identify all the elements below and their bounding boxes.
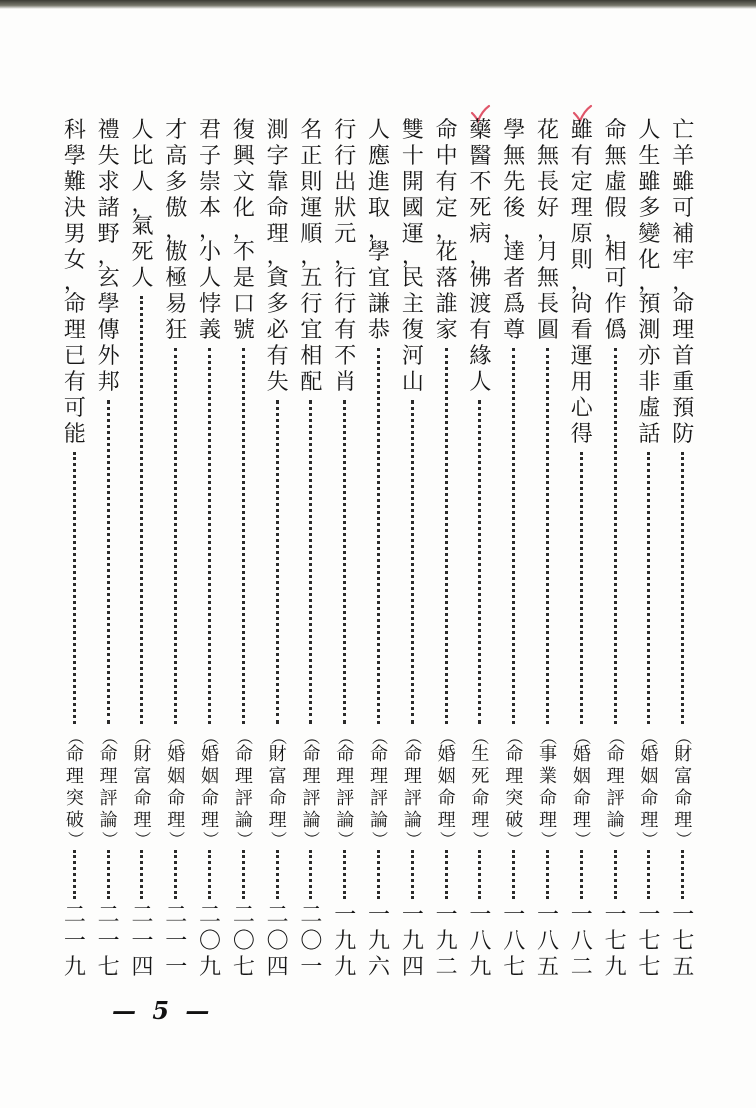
toc-entry[interactable]: [92, 118, 126, 988]
toc-entry-title: 命 中 有 定 ， 花 落 誰 家: [435, 118, 458, 343]
toc-entry[interactable]: [294, 118, 328, 988]
leader-dots: [140, 850, 143, 899]
toc-entry-page: 二 〇 四: [266, 903, 289, 980]
leader-dots: [208, 850, 211, 899]
toc-entry[interactable]: [599, 118, 633, 988]
toc-entry-page: 一 七 九: [604, 903, 627, 980]
leader-dots: [343, 400, 346, 724]
leader-dots: [377, 850, 380, 899]
toc-entry[interactable]: [565, 118, 599, 988]
leader-dots: [681, 850, 684, 899]
toc-entry[interactable]: [227, 118, 261, 988]
leader-dots: [73, 452, 76, 724]
toc-entry-category: （ 財 富 命 理 ）: [674, 728, 694, 847]
leader-dots: [208, 348, 211, 724]
toc-entry-page: 二 〇 七: [232, 903, 255, 980]
toc-entry-category: （ 命 理 評 論 ）: [606, 728, 626, 847]
toc-entry-category: （ 命 理 評 論 ）: [336, 728, 356, 847]
toc-entry-category: （ 命 理 評 論 ）: [403, 728, 423, 847]
toc-entry-category: （ 命 理 評 論 ）: [99, 728, 119, 847]
leader-dots: [647, 850, 650, 899]
toc-entry[interactable]: [159, 118, 193, 988]
leader-dots: [377, 348, 380, 724]
toc-entry-page: 一 八 九: [469, 903, 492, 980]
toc-entry-title: 雖 有 定 理 原 則 ， 尙 看 運 用 心 得: [570, 118, 593, 447]
toc-entry-category: （ 婚 姻 命 理 ）: [201, 728, 221, 847]
table-of-contents: [58, 118, 700, 988]
toc-entry-page: 二 一 九: [63, 903, 86, 980]
toc-entry-category: （ 命 理 突 破 ）: [505, 728, 525, 847]
toc-entry-title: 行 行 出 狀 元 ， 行 行 有 不 肖: [334, 118, 357, 395]
leader-dots: [73, 850, 76, 899]
toc-entry-category: （ 命 理 突 破 ）: [65, 728, 85, 847]
toc-entry[interactable]: [328, 118, 362, 988]
toc-entry-category: （ 婚 姻 命 理 ）: [640, 728, 660, 847]
toc-entry-category: （ 命 理 評 論 ）: [234, 728, 254, 847]
leader-dots: [309, 400, 312, 724]
toc-entry-page: 二 一 七: [97, 903, 120, 980]
toc-entry[interactable]: [396, 118, 430, 988]
leader-dots: [614, 850, 617, 899]
toc-entry-page: 一 八 二: [570, 903, 593, 980]
toc-entry[interactable]: [531, 118, 565, 988]
leader-dots: [512, 850, 515, 899]
toc-entry-title: 君 子 崇 本 ， 小 人 悖 義: [199, 118, 222, 343]
toc-entry[interactable]: [261, 118, 295, 988]
toc-entry-title: 科 學 難 決 男 女 ， 命 理 已 有 可 能: [63, 118, 86, 447]
toc-entry-page: 一 八 五: [537, 903, 560, 980]
toc-entry-page: 一 九 六: [368, 903, 391, 980]
toc-entry-title: 禮 失 求 諸 野 ， 玄 學 傳 外 邦: [97, 118, 120, 395]
leader-dots: [411, 400, 414, 724]
toc-entry[interactable]: [125, 118, 159, 988]
leader-dots: [512, 348, 515, 724]
toc-entry-category: （ 婚 姻 命 理 ）: [572, 728, 592, 847]
toc-entry-title: 人 比 人 ， 氣 死 人: [131, 118, 154, 291]
leader-dots: [174, 850, 177, 899]
toc-entry-category: （ 生 死 命 理 ）: [471, 728, 491, 847]
toc-entry-page: 二 一 四: [131, 903, 154, 980]
page-number: — 5 —: [112, 996, 214, 1025]
toc-entry-title: 復 興 文 化 ， 不 是 口 號: [232, 118, 255, 343]
toc-entry[interactable]: [193, 118, 227, 988]
toc-entry-category: （ 命 理 評 論 ）: [302, 728, 322, 847]
leader-dots: [478, 400, 481, 724]
leader-dots: [242, 348, 245, 724]
toc-entry-page: 一 九 二: [435, 903, 458, 980]
leader-dots: [107, 400, 110, 724]
toc-entry-category: （ 婚 姻 命 理 ）: [437, 728, 457, 847]
leader-dots: [411, 850, 414, 899]
leader-dots: [445, 348, 448, 724]
leader-dots: [580, 850, 583, 899]
toc-entry-page: 一 九 四: [401, 903, 424, 980]
toc-entry-page: 一 九 九: [334, 903, 357, 980]
leader-dots: [580, 452, 583, 724]
toc-entry-page: 一 七 七: [638, 903, 661, 980]
toc-entry-category: （ 財 富 命 理 ）: [133, 728, 153, 847]
toc-entry-category: （ 命 理 評 論 ）: [370, 728, 390, 847]
toc-entry[interactable]: [497, 118, 531, 988]
toc-entry-page: 二 一 一: [165, 903, 188, 980]
leader-dots: [478, 850, 481, 899]
leader-dots: [276, 850, 279, 899]
toc-entry[interactable]: [58, 118, 92, 988]
toc-entry-title: 亡 羊 雖 可 補 牢 ， 命 理 首 重 預 防: [672, 118, 695, 447]
toc-entry[interactable]: [430, 118, 464, 988]
toc-entry-category: （ 事 業 命 理 ）: [539, 728, 559, 847]
leader-dots: [647, 452, 650, 724]
toc-entry[interactable]: [362, 118, 396, 988]
toc-entry-page: 二 〇 一: [300, 903, 323, 980]
toc-entry-page: 二 〇 九: [199, 903, 222, 980]
scan-top-edge: [0, 0, 756, 9]
toc-entry[interactable]: [463, 118, 497, 988]
leader-dots: [276, 400, 279, 724]
leader-dots: [343, 850, 346, 899]
toc-entry-page: 一 八 七: [503, 903, 526, 980]
toc-entry-title: 人 生 雖 多 變 化 ， 預 測 亦 非 虛 話: [638, 118, 661, 447]
toc-entry[interactable]: [666, 118, 700, 988]
leader-dots: [445, 850, 448, 899]
toc-entry-title: 名 正 則 運 順 ， 五 行 宜 相 配: [300, 118, 323, 395]
leader-dots: [309, 850, 312, 899]
toc-entry-category: （ 婚 姻 命 理 ）: [167, 728, 187, 847]
toc-entry-title: 學 無 先 後 ， 達 者 爲 尊: [503, 118, 526, 343]
toc-entry-title: 藥 醫 不 死 病 ， 佛 渡 有 緣 人: [469, 118, 492, 395]
leader-dots: [242, 850, 245, 899]
leader-dots: [546, 348, 549, 724]
toc-entry-title: 測 字 靠 命 理 ， 貪 多 必 有 失: [266, 118, 289, 395]
toc-entry-title: 人 應 進 取 ， 學 宜 謙 恭: [368, 118, 391, 343]
toc-entry-title: 花 無 長 好 ， 月 無 長 圓: [537, 118, 560, 343]
toc-entry[interactable]: [632, 118, 666, 988]
toc-entry-page: 一 七 五: [672, 903, 695, 980]
toc-entry-category: （ 財 富 命 理 ）: [268, 728, 288, 847]
toc-entry-title: 命 無 虛 假 ， 相 可 作 僞: [604, 118, 627, 343]
leader-dots: [140, 296, 143, 724]
leader-dots: [614, 348, 617, 724]
leader-dots: [174, 348, 177, 724]
toc-entry-title: 雙 十 開 國 運 ， 民 主 復 河 山: [401, 118, 424, 395]
leader-dots: [681, 452, 684, 724]
leader-dots: [107, 850, 110, 899]
toc-entry-title: 才 高 多 傲 ， 傲 極 易 狂: [165, 118, 188, 343]
leader-dots: [546, 850, 549, 899]
